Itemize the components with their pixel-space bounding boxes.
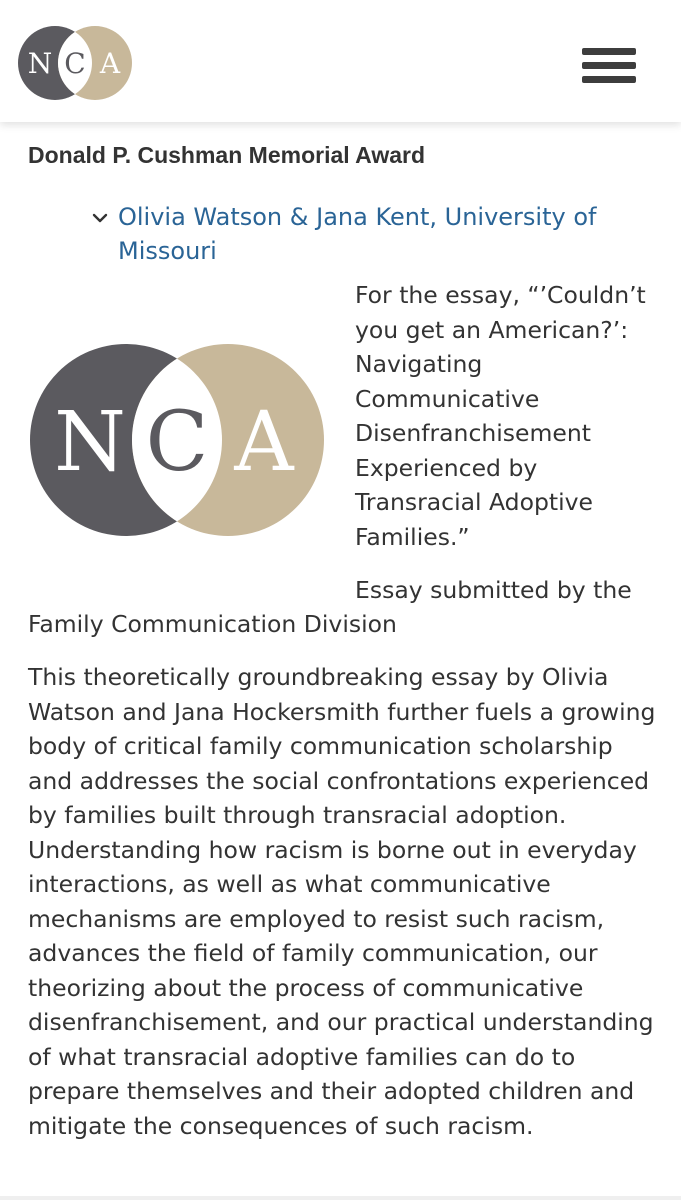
hamburger-menu-button[interactable] xyxy=(576,44,640,94)
svg-text:A: A xyxy=(234,395,294,490)
chevron-down-icon xyxy=(90,208,110,228)
nca-logo-large xyxy=(28,342,328,538)
menu-bar-icon xyxy=(582,48,636,55)
site-header xyxy=(0,0,681,122)
menu-bar-icon xyxy=(582,76,636,83)
bottom-divider xyxy=(0,1196,681,1200)
nca-logo[interactable] xyxy=(18,26,132,100)
svg-text:N: N xyxy=(54,395,126,490)
svg-text:A: A xyxy=(99,47,121,80)
menu-bar-icon xyxy=(582,62,636,69)
submitted-by-line: Essay submitted by the xyxy=(355,576,632,604)
submitted-division: Family Communication Division xyxy=(28,610,397,638)
svg-text:C: C xyxy=(145,395,209,490)
award-title: Donald P. Cushman Memorial Award xyxy=(28,142,426,168)
svg-text:N: N xyxy=(27,47,53,80)
svg-text:C: C xyxy=(64,47,86,80)
essay-title: For the essay, “’Couldn’t you get an American?’: Navigating Communicative Disenfranchisement Experienced by Transracial Adoptive Families.” xyxy=(355,281,646,551)
award-description: This theoretically groundbreaking essay by Olivia Watson and Jana Hockersmith further fuels a growing body of critical family communication scholarship and addresses the social confrontations experienced by families built through transracial adoption. Understanding how racism is borne out in everyday interactions, as well as what communicative mechanisms are employed to resist such racism, advances the field of family communication, our theorizing about the process of communicative disenfranchisement, and our practical understanding of what transracial adoptive families can do to prepare themselves and their adopted children and mitigate the consequences of such racism. xyxy=(28,663,656,1140)
recipient-link[interactable]: Olivia Watson & Jana Kent, University of Missouri xyxy=(118,203,597,265)
